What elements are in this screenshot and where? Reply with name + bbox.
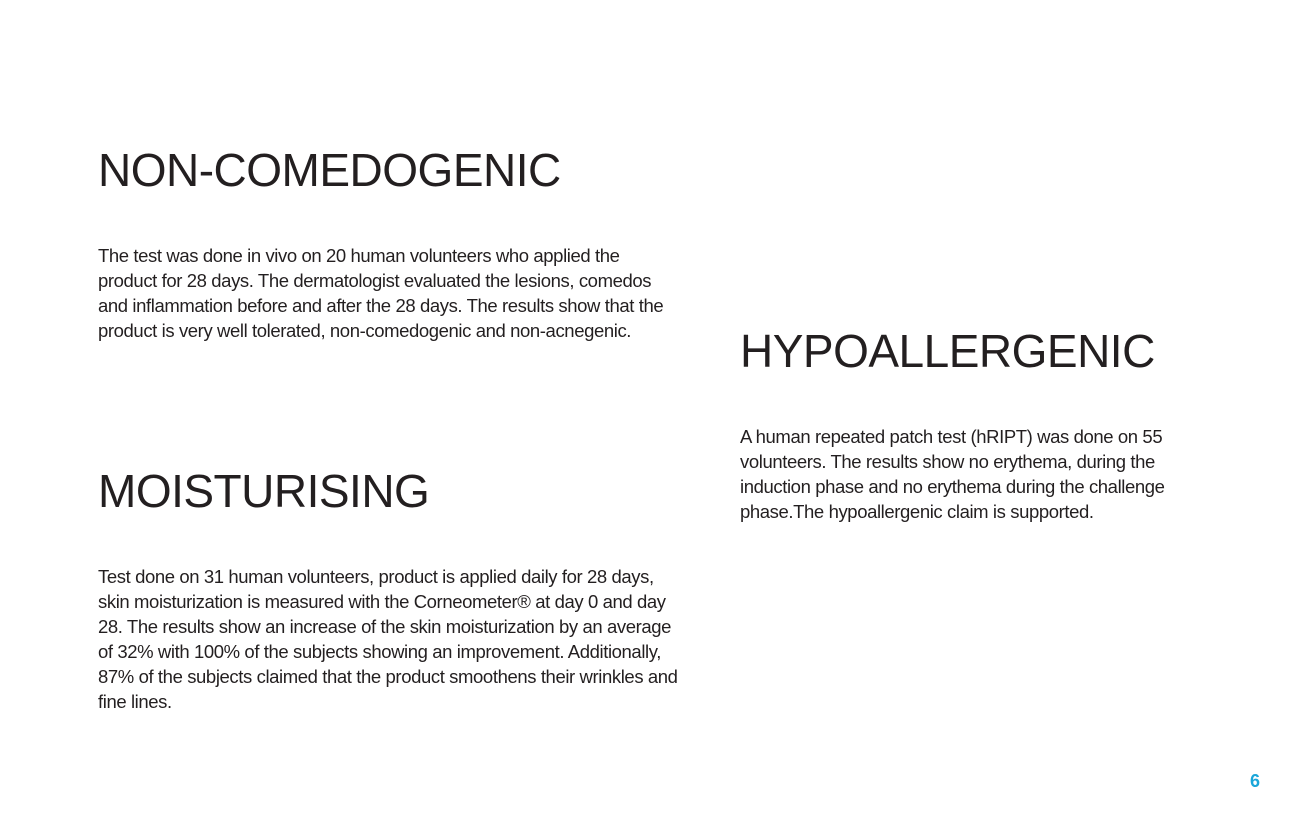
moisturising-paragraph: Test done on 31 human volunteers, product is applied daily for 28 days, skin moisturization is measured with the Corneometer® at day 0 and day 28. The results show an increase of the skin moisturization by an average of 32% with 100% of the subjects showing an improvement. Additionally, 87% of the subjects claimed that the product smoothens their wrinkles and fine lines. [98,566,678,712]
page-number: 6 [1249,771,1260,791]
non-comedogenic-heading: NON-COMEDOGENIC [98,144,561,196]
moisturising-heading: MOISTURISING [98,465,430,517]
hypoallergenic-heading: HYPOALLERGENIC [740,325,1155,377]
hypoallergenic-paragraph: A human repeated patch test (hRIPT) was done on 55 volunteers. The results show no erythema, during the induction phase and no erythema during the challenge phase.The hypoallergenic claim is supported. [740,426,1165,522]
non-comedogenic-paragraph: The test was done in vivo on 20 human volunteers who applied the product for 28 days. The dermatologist evaluated the lesions, comedos and inflammation before and after the 28 days. The results show that the product is very well tolerated, non-comedogenic and non-acnegenic. [98,245,664,341]
